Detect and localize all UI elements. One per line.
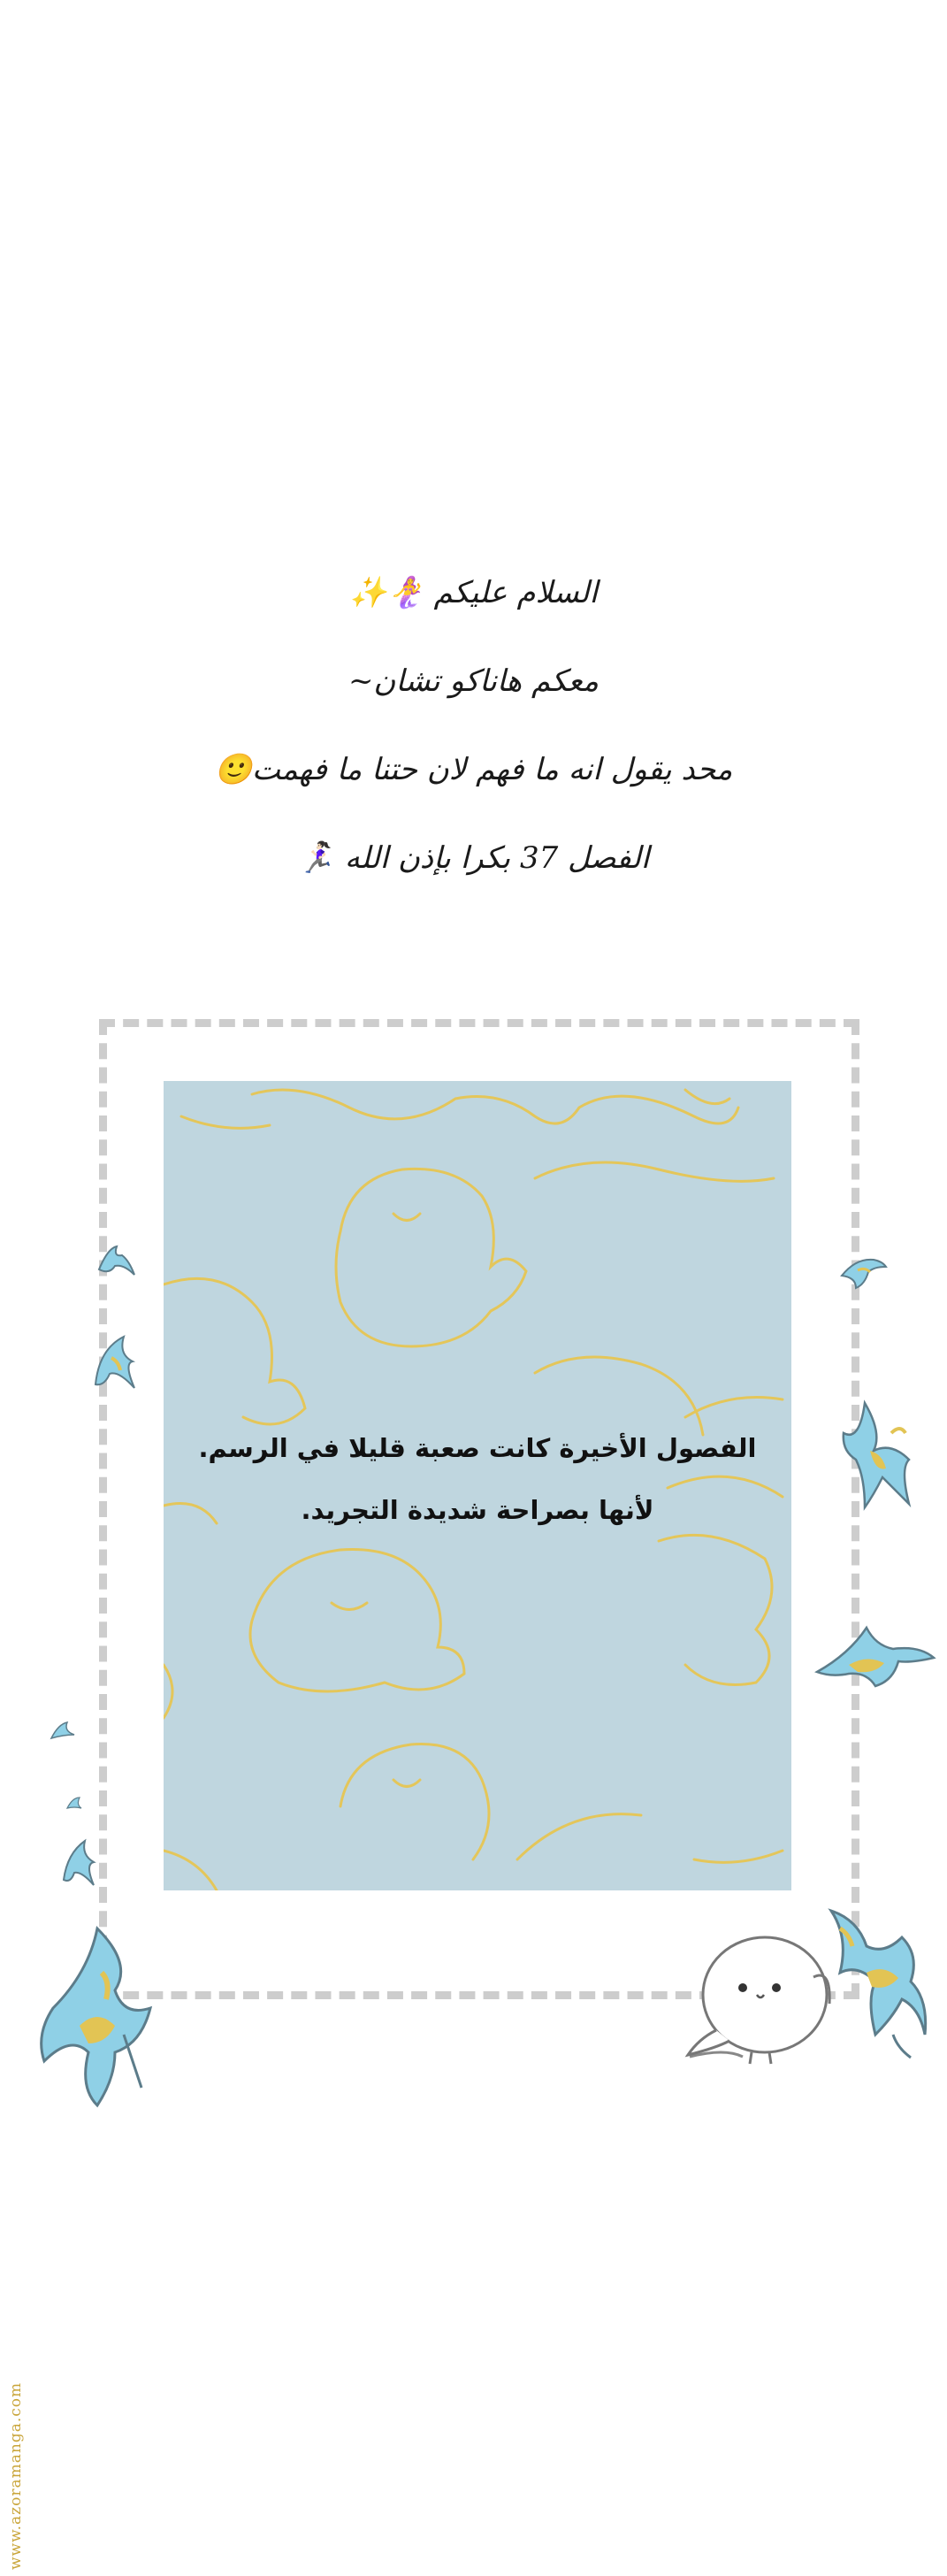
site-watermark: www.azoramanga.com — [7, 2381, 25, 2570]
bird-small-left-top-icon — [95, 1243, 138, 1278]
greeting-line-next-chapter: الفصل 37 بكرا بإذن الله 🏃🏻‍♀️ — [297, 840, 650, 876]
bird-right-top-icon — [838, 1254, 888, 1290]
panel-line-1: الفصول الأخيرة كانت صعبة قليلا في الرسم. — [198, 1433, 757, 1463]
panel-message — [164, 1417, 791, 1541]
bird-right-middle-icon — [838, 1398, 918, 1513]
round-bird-mascot-icon — [681, 1924, 840, 2066]
bird-tiny-left-icon — [65, 1796, 83, 1810]
bird-left-middle-icon — [88, 1331, 141, 1393]
bird-small-left-low-icon — [50, 1721, 76, 1742]
panel-line-2: لأنها بصراحة شديدة التجريد. — [301, 1495, 654, 1525]
message-panel — [164, 1081, 791, 1890]
bird-right-lower-icon — [813, 1619, 937, 1690]
greeting-line-author: معكم هاناكو تشان~ — [347, 663, 600, 699]
greeting-block — [0, 548, 947, 902]
greeting-line-note: محد يقول انه ما فهم لان حتنا ما فهمت🙂 — [214, 752, 733, 787]
bird-large-bottom-left-icon — [35, 1920, 159, 2114]
bird-left-lower-icon — [58, 1836, 99, 1889]
greeting-line-salam: السلام عليكم 🧜‍♀️✨ — [349, 575, 598, 610]
